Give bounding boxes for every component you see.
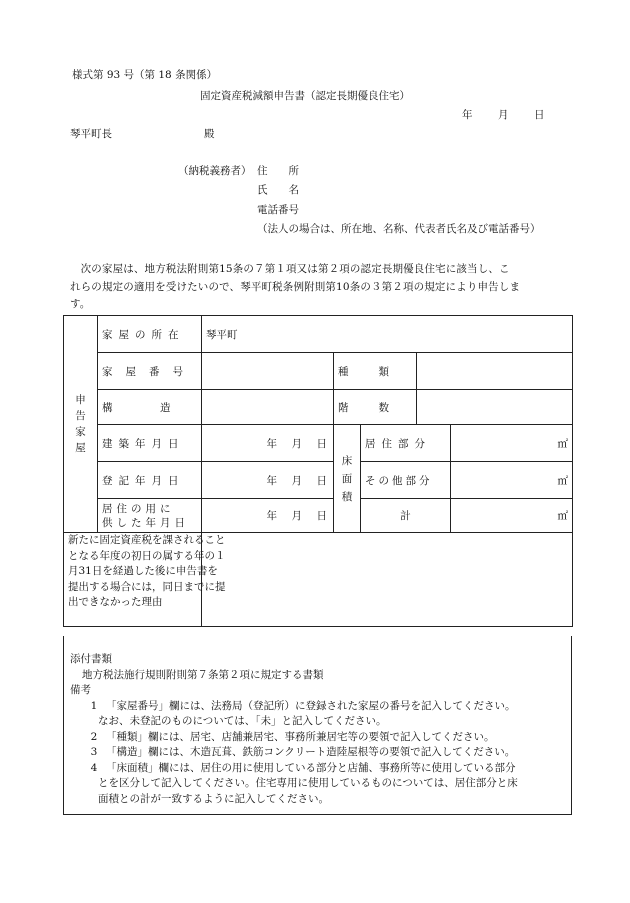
residential-part-field[interactable] [451,425,573,462]
other-part-field[interactable] [451,462,573,499]
remarks-title: 備考 [70,684,91,696]
built-date-label: 建築年月日 [98,425,202,462]
date-month-label: 月 [498,109,509,121]
total-label: 計 [361,499,451,533]
house-number-label: 家屋番号 [98,353,202,390]
remark-item: 1 「家屋番号」欄には、法務局（登記所）に登録された家屋の番号を記入してください。 [90,699,516,712]
location-value[interactable]: 琴平町 [202,316,573,353]
residential-use-date-label: 居住の用に 供した年月日 [98,499,202,533]
kind-label: 種 類 [334,353,417,390]
form-number: 様式第 93 号（第 18 条関係） [72,69,218,81]
registered-date-field[interactable]: 年 月 日 [202,462,334,499]
floors-field[interactable] [417,390,573,425]
date-year-label: 年 [462,109,473,121]
honorific: 殿 [204,128,215,140]
late-reason-field[interactable] [202,533,573,627]
section-label: 申告家屋 [64,316,98,533]
remark-item: 4 「床面積」欄には、居住の用に使用している部分と店舗、事務所等に使用している部分 [90,761,516,774]
addressee: 琴平町長 [70,128,112,140]
taxpayer-address-label: 住 所 [257,165,299,177]
taxpayer-label: （納税義務者） [178,165,252,177]
intro-line-2: れらの規定の適用を受けたいので、琴平町税条例附則第10条の３第２項の規定により申告しま [70,280,521,293]
kind-field[interactable] [417,353,573,390]
structure-field[interactable] [202,390,334,425]
form-title: 固定資産税減額申告書（認定長期優良住宅） [200,90,410,102]
notes-section [70,652,570,807]
taxpayer-phone-label: 電話番号 [257,204,299,216]
location-label: 家屋の所在 [98,316,202,353]
taxpayer-corp-note: （法人の場合は、所在地、名称、代表者氏名及び電話番号） [257,223,541,235]
attachments-item: 地方税法施行規則附則第７条第２項に規定する書類 [82,668,324,681]
intro-line-3: す。 [70,298,91,310]
intro-line-1: 次の家屋は、地方税法附則第15条の７第１項又は第２項の認定長期優良住宅に該当し、こ [70,263,510,275]
floor-area-label: 床面積 [334,425,361,533]
remark-item: 2 「種類」欄には、居宅、店舗兼居宅、事務所兼居宅等の要領で記入してください。 [90,730,495,743]
taxpayer-name-label: 氏 名 [257,184,299,196]
remark-item-cont: 面積との計が一致するように記入してください。 [98,792,329,805]
structure-label: 構 造 [98,390,202,425]
declaration-table [63,315,573,627]
total-field[interactable] [451,499,573,533]
remark-item: 3 「構造」欄には、木造瓦葺、鉄筋コンクリート造陸屋根等の要領で記入してください。 [90,746,516,758]
remark-item-cont: なお、未登記のものについては、「未」と記入してください。 [98,715,387,727]
sqm-unit: ㎡ [557,474,569,487]
attachments-title: 添付書類 [70,653,112,665]
registered-date-label: 登記年月日 [98,462,202,499]
floors-label: 階 数 [334,390,417,425]
late-reason-label: 新たに固定資産税を課されることとなる年度の初日の属する年の１月31日を経過した後に申告書を提出する場合には，同日までに提出できなかった理由 [64,533,202,627]
built-date-field[interactable]: 年 月 日 [202,425,334,462]
residential-part-label: 居住部分 [361,425,451,462]
sqm-unit: ㎡ [557,510,569,522]
house-number-field[interactable] [202,353,334,390]
residential-use-date-field[interactable]: 年 月 日 [202,499,334,533]
other-part-label: その他部分 [361,462,451,499]
sqm-unit: ㎡ [557,437,569,450]
date-day-label: 日 [534,109,545,121]
intro-paragraph [70,261,570,314]
remark-item-cont: とを区分して記入してください。住宅専用に使用しているものについては、居住部分と床 [98,777,518,789]
